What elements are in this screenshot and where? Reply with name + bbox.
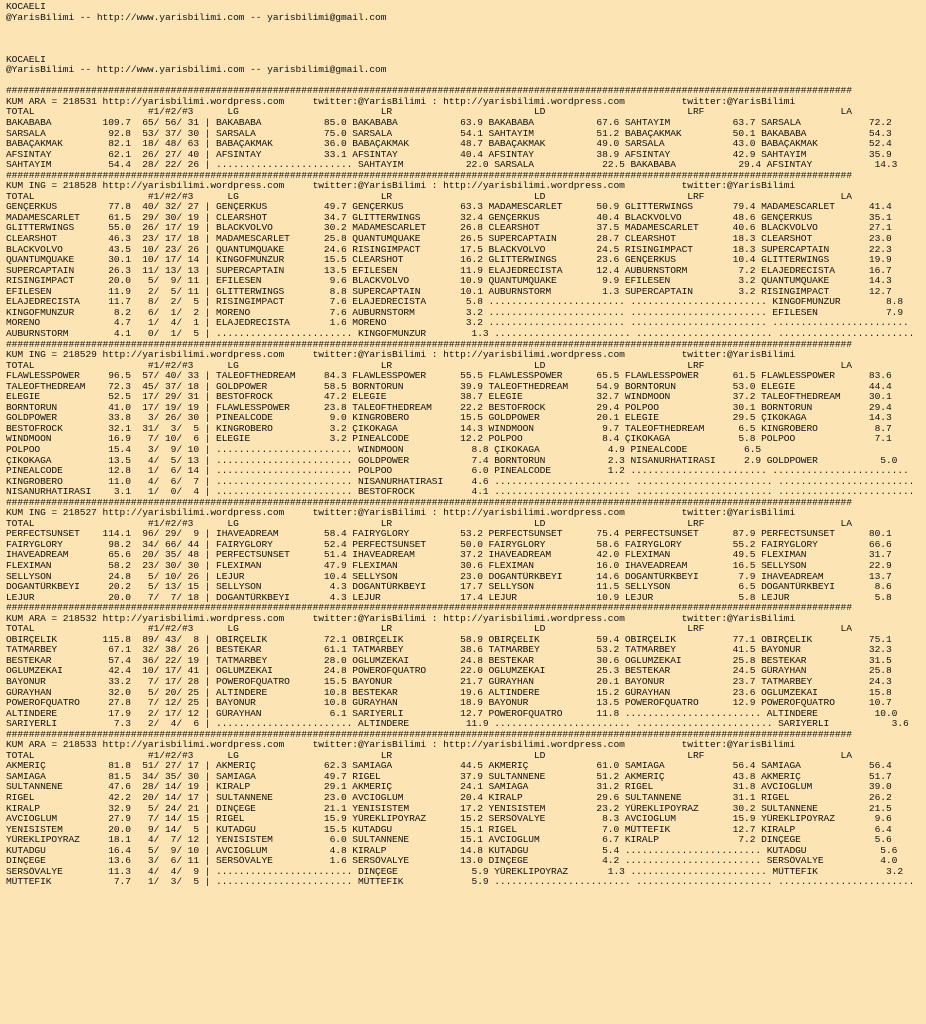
horse-result-row: SAHTAYIM 54.4 28/ 22/ 26 | ........................ SAHTAYIM 22.0 SARSALA 22.5 BAKABABA 29.4 AFSINTAY 14.3 — [6, 160, 898, 171]
race-header: KUM ING = 218527 http://yarisbilimi.wordpress.com twitter:@YarisBilimi : http://yarisbilimi.wordpress.com twitter:@YarisBilimi — [6, 508, 796, 519]
horse-result-row: CLEARSHOT 46.3 23/ 17/ 18 | MADAMESCARLET 25.8 QUANTUMQUAKE 26.5 SUPERCAPTAIN 28.7 CLEARSHOT 18.3 CLEARSHOT 23.0 — [6, 234, 892, 245]
horse-result-row: BAYONUR 33.2 7/ 17/ 28 | POWEROFQUATRO 15.5 BAYONUR 21.7 GÜRAYHAN 20.1 BAYONUR 23.7 TATMARBEY 24.3 — [6, 677, 892, 687]
horse-result-row: KUTADGU 16.4 5/ 9/ 10 | AVCIOGLUM 4.8 KIRALP 14.8 KUTADGU 5.4 ........................ KUTADGU 5.6 — [6, 845, 898, 856]
horse-result-row: LEJUR 20.0 7/ 7/ 18 | DOGANTÜRKBEYI 4.3 LEJUR 17.4 LEJUR 10.9 LEJUR 5.8 LEJUR 5.8 — [6, 592, 892, 603]
race-header: KUM ARA = 218533 http://yarisbilimi.wordpress.com twitter:@YarisBilimi : http://yarisbilimi.wordpress.com twitter:@YarisBilimi — [6, 740, 796, 751]
horse-result-row: ELEGIE 52.5 17/ 29/ 31 | BESTOFROCK 47.2 ELEGIE 38.7 ELEGIE 32.7 WINDMOON 37.2 TALEOFTHEDREAM 30.1 — [6, 392, 892, 403]
column-header-row: TOTAL #1/#2/#3 LG LR LD LRF LA — [6, 624, 852, 635]
horse-result-row: SELLYSON 24.8 5/ 10/ 26 | LEJUR 10.4 SELLYSON 23.0 DOGANTÜRKBEYI 14.6 DOGANTÜRKBEYI 7.9 IHAVEADREAM 13.7 — [6, 571, 892, 582]
horse-result-row: AVCIOGLUM 27.9 7/ 14/ 15 | RIGEL 15.9 YÜREKLIPOYRAZ 15.2 SERSÖVALYE 8.3 AVCIOGLUM 15.9 YÜREKLIPOYRAZ 9.6 — [6, 814, 892, 825]
horse-result-row: KIRALP 32.9 5/ 24/ 21 | DINÇEGE 21.1 YENISISTEM 17.2 YENISISTEM 23.2 YÜREKLIPOYRAZ 30.2 SULTANNENE 21.5 — [6, 803, 892, 814]
horse-result-row: OBIRÇELIK 115.8 89/ 43/ 8 | OBIRÇELIK 72.1 OBIRÇELIK 58.9 OBIRÇELIK 59.4 OBIRÇELIK 77.1 OBIRÇELIK 75.1 — [6, 634, 892, 645]
horse-result-row: AUBURNSTORM 4.1 0/ 1/ 5 | ........................ KINGOFMUNZUR 1.3 ........................ ........................ ........................ — [6, 328, 915, 339]
horse-result-row: BORNTORUN 41.0 17/ 19/ 19 | FLAWLESSPOWER 23.8 TALEOFTHEDREAM 22.2 BESTOFROCK 29.4 POLPOO 30.1 BORNTORUN 29.4 — [6, 402, 892, 413]
horse-result-row: FLAWLESSPOWER 96.5 57/ 40/ 33 | TALEOFTHEDREAM 84.3 FLAWLESSPOWER 55.5 FLAWLESSPOWER 65.5 FLAWLESSPOWER 61.5 FLAWLESSPOWER 83.6 — [6, 371, 892, 382]
horse-result-row: KINGROBERO 11.0 4/ 6/ 7 | ........................ NISANURHATIRASI 4.6 ........................ ........................ ........................ — [6, 476, 915, 487]
horse-result-row: BABAÇAKMAK 82.1 18/ 48/ 63 | BABAÇAKMAK 36.0 BABAÇAKMAK 48.7 BABAÇAKMAK 49.0 SARSALA 43.0 BABAÇAKMAK 52.4 — [6, 139, 892, 150]
horse-result-row: SAMIAGA 81.5 34/ 35/ 30 | SAMIAGA 49.7 RIGEL 37.9 SULTANNENE 51.2 AKMERIÇ 43.8 AKMERIÇ 51.7 — [6, 771, 892, 782]
race-header: KUM ARA = 218531 http://yarisbilimi.wordpress.com twitter:@YarisBilimi : http://yarisbilimi.wordpress.com twitter:@YarisBilimi — [6, 96, 796, 107]
horse-result-row: PERFECTSUNSET 114.1 96/ 29/ 9 | IHAVEADREAM 58.4 FAIRYGLORY 53.2 PERFECTSUNSET 75.4 PERFECTSUNSET 87.9 PERFECTSUNSET 80.1 — [6, 529, 892, 540]
horse-result-row: DOGANTÜRKBEYI 20.2 5/ 13/ 15 | SELLYSON 4.3 DOGANTÜRKBEYI 17.7 SELLYSON 11.5 SELLYSON 6.5 DOGANTÜRKBEYI 8.6 — [6, 582, 892, 593]
horse-result-row: BESTOFROCK 32.1 31/ 3/ 5 | KINGROBERO 3.2 ÇIKOKAGA 14.3 WINDMOON 9.7 TALEOFTHEDREAM 6.5 KINGROBERO 8.7 — [6, 423, 892, 434]
horse-result-row: SULTANNENE 47.6 28/ 14/ 19 | KIRALP 29.1 AKMERIÇ 24.1 SAMIAGA 31.2 RIGEL 31.8 AVCIOGLUM 39.0 — [6, 782, 892, 793]
race-header: KUM ING = 218528 http://yarisbilimi.wordpress.com twitter:@YarisBilimi : http://yarisbilimi.wordpress.com twitter:@YarisBilimi — [6, 181, 796, 192]
horse-result-row: ÇIKOKAGA 13.5 4/ 5/ 13 | ........................ GOLDPOWER 7.4 BORNTORUN 2.3 NISANURHATIRASI 2.9 GOLDPOWER 5.0 — [6, 455, 898, 466]
horse-result-row: DINÇEGE 13.6 3/ 6/ 11 | SERSÖVALYE 1.6 SERSÖVALYE 13.0 DINÇEGE 4.2 ........................ SERSÖVALYE 4.0 — [6, 856, 898, 867]
horse-result-row: YÜREKLIPOYRAZ 18.1 4/ 7/ 12 | YENISISTEM 6.0 SULTANNENE 15.1 AVCIOGLUM 6.7 KIRALP 7.2 DINÇEGE 5.6 — [6, 835, 892, 846]
horse-result-row: GLITTERWINGS 55.0 26/ 17/ 19 | BLACKVOLVO 30.2 MADAMESCARLET 26.8 CLEARSHOT 37.5 MADAMESCARLET 40.6 BLACKVOLVO 27.1 — [6, 223, 892, 234]
column-header-row: TOTAL #1/#2/#3 LG LR LD LRF LA — [6, 191, 852, 202]
column-header-row: TOTAL #1/#2/#3 LG LR LD LRF LA — [6, 750, 852, 761]
horse-result-row: FAIRYGLORY 98.2 34/ 66/ 44 | FAIRYGLORY 52.4 PERFECTSUNSET 50.0 FAIRYGLORY 58.6 FAIRYGLORY 55.2 FAIRYGLORY 66.6 — [6, 539, 892, 550]
horse-result-row: MORENO 4.7 1/ 4/ 1 | ELAJEDRECISTA 1.6 MORENO 3.2 ........................ ........................ ........................ — [6, 318, 909, 329]
site-credits: @YarisBilimi -- http://www.yarisbilimi.com -- yarisbilimi@gmail.com — [6, 12, 387, 23]
horse-result-row: BAKABABA 109.7 65/ 56/ 31 | BAKABABA 85.0 BAKABABA 63.9 BAKABABA 67.6 SAHTAYIM 63.7 SARSALA 72.2 — [6, 118, 892, 129]
horse-result-row: POWEROFQUATRO 27.8 7/ 12/ 25 | BAYONUR 10.8 GÜRAYHAN 18.9 BAYONUR 13.5 POWEROFQUATRO 12.9 POWEROFQUATRO 10.7 — [6, 698, 892, 709]
horse-result-row: RISINGIMPACT 20.0 5/ 9/ 11 | EFILESEN 9.6 BLACKVOLVO 10.9 QUANTUMQUAKE 9.9 EFILESEN 3.2 QUANTUMQUAKE 14.3 — [6, 276, 892, 287]
horse-result-row: MADAMESCARLET 61.5 29/ 30/ 19 | CLEARSHOT 34.7 GLITTERWINGS 32.4 GENÇERKUS 40.4 BLACKVOLVO 48.6 GENÇERKUS 35.1 — [6, 212, 892, 223]
section-separator: ##################################################################################################################################################### — [6, 86, 852, 97]
horse-result-row: NISANURHATIRASI 3.1 1/ 0/ 4 | ........................ BESTOFROCK 4.1 ........................ ........................ ........................ — [6, 487, 915, 498]
race-header: KUM ING = 218529 http://yarisbilimi.wordpress.com twitter:@YarisBilimi : http://yarisbilimi.wordpress.com twitter:@YarisBilimi — [6, 350, 796, 361]
horse-result-row: KINGOFMUNZUR 8.2 6/ 1/ 2 | MORENO 7.6 AUBURNSTORM 3.2 ........................ ........................ EFILESEN 7.9 — [6, 307, 903, 318]
horse-result-row: TALEOFTHEDREAM 72.3 45/ 37/ 18 | GOLDPOWER 58.5 BORNTORUN 39.9 TALEOFTHEDREAM 54.9 BORNTORUN 53.0 ELEGIE 44.4 — [6, 381, 892, 392]
section-separator: ##################################################################################################################################################### — [6, 339, 852, 350]
horse-result-row: ALTINDERE 17.9 2/ 17/ 12 | GÜRAYHAN 6.1 SARIYERLI 12.7 POWEROFQUATRO 11.8 ........................ ALTINDERE 10.0 — [6, 708, 898, 719]
horse-result-row: POLPOO 15.4 3/ 9/ 10 | ........................ WINDMOON 8.8 ÇIKOKAGA 4.9 PINEALCODE 6.5 — [6, 444, 762, 455]
horse-result-row: MÜTTEFIK 7.7 1/ 3/ 5 | ........................ MÜTTEFIK 5.9 ........................ ........................ ........................ — [6, 877, 915, 888]
horse-result-row: EFILESEN 11.9 2/ 5/ 11 | GLITTERWINGS 8.8 SUPERCAPTAIN 10.1 AUBURNSTORM 1.3 SUPERCAPTAIN 3.2 RISINGIMPACT 12.7 — [6, 286, 892, 297]
blank-line — [6, 76, 920, 87]
horse-result-row: WINDMOON 16.9 7/ 10/ 6 | ELEGIE 3.2 PINEALCODE 12.2 POLPOO 8.4 ÇIKOKAGA 5.8 POLPOO 7.1 — [6, 434, 892, 445]
horse-result-row: AKMERIÇ 81.8 51/ 27/ 17 | AKMERIÇ 62.3 SAMIAGA 44.5 AKMERIÇ 61.0 SAMIAGA 56.4 SAMIAGA 56.4 — [6, 761, 892, 772]
city-title: KOCAELI — [6, 2, 46, 12]
column-header-row: TOTAL #1/#2/#3 LG LR LD LRF LA — [6, 518, 852, 529]
horse-result-row: IHAVEADREAM 65.6 20/ 35/ 48 | PERFECTSUNSET 51.4 IHAVEADREAM 37.2 IHAVEADREAM 42.0 FLEXIMAN 49.5 FLEXIMAN 31.7 — [6, 550, 892, 561]
section-separator: ##################################################################################################################################################### — [6, 497, 852, 508]
horse-result-row: PINEALCODE 12.8 1/ 6/ 14 | ........................ POLPOO 6.0 PINEALCODE 1.2 ........................ ........................ — [6, 466, 909, 477]
horse-result-row: AFSINTAY 62.1 26/ 27/ 40 | AFSINTAY 33.1 AFSINTAY 40.4 AFSINTAY 38.9 AFSINTAY 42.9 SAHTAYIM 35.9 — [6, 149, 892, 160]
horse-result-row: BLACKVOLVO 43.5 10/ 23/ 26 | QUANTUMQUAKE 24.6 RISINGIMPACT 17.5 BLACKVOLVO 24.5 RISINGIMPACT 18.3 SUPERCAPTAIN 22.3 — [6, 244, 892, 255]
horse-result-row: YENISISTEM 20.0 9/ 14/ 5 | KUTADGU 15.5 KUTADGU 15.1 RIGEL 7.0 MÜTTEFIK 12.7 KIRALP 6.4 — [6, 824, 892, 835]
horse-result-row: OGLUMZEKAI 42.4 10/ 17/ 41 | OGLUMZEKAI 24.8 POWEROFQUATRO 22.0 OGLUMZEKAI 25.3 BESTEKAR 24.5 GÜRAYHAN 25.8 — [6, 666, 892, 677]
horse-result-row: GÜRAYHAN 32.0 5/ 20/ 25 | ALTINDERE 10.8 BESTEKAR 19.6 ALTINDERE 15.2 GÜRAYHAN 23.6 OGLUMZEKAI 15.8 — [6, 687, 892, 698]
horse-result-row: GOLDPOWER 33.8 3/ 26/ 30 | PINEALCODE 9.0 KINGROBERO 15.5 GOLDPOWER 20.1 ELEGIE 29.5 ÇIKOKAGA 14.3 — [6, 413, 892, 424]
horse-result-row: SUPERCAPTAIN 26.3 11/ 13/ 13 | SUPERCAPTAIN 13.5 EFILESEN 11.9 ELAJEDRECISTA 12.4 AUBURNSTORM 7.2 ELAJEDRECISTA 16.7 — [6, 265, 892, 276]
city-title: KOCAELI — [6, 54, 46, 65]
horse-result-row: RIGEL 42.2 20/ 14/ 17 | SULTANNENE 23.0 AVCIOGLUM 20.4 KIRALP 29.6 SULTANNENE 31.1 RIGEL 26.2 — [6, 793, 892, 804]
section-separator: ##################################################################################################################################################### — [6, 729, 852, 740]
horse-result-row: BESTEKAR 57.4 36/ 22/ 19 | TATMARBEY 28.0 OGLUMZEKAI 24.8 BESTEKAR 30.6 OGLUMZEKAI 25.8 BESTEKAR 31.5 — [6, 655, 892, 666]
horse-result-row: ELAJEDRECISTA 11.7 8/ 2/ 5 | RISINGIMPACT 7.6 ELAJEDRECISTA 5.8 ........................ ........................ KINGOFMUNZUR 8.8 — [6, 297, 903, 308]
horse-result-row: QUANTUMQUAKE 30.1 10/ 17/ 14 | KINGOFMUNZUR 15.5 CLEARSHOT 16.2 GLITTERWINGS 23.6 GENÇERKUS 10.4 GLITTERWINGS 19.9 — [6, 255, 892, 266]
horse-result-row: GENÇERKUS 77.8 40/ 32/ 27 | GENÇERKUS 49.7 GENÇERKUS 63.3 MADAMESCARLET 50.9 GLITTERWINGS 79.4 MADAMESCARLET 41.4 — [6, 202, 892, 213]
column-header-row: TOTAL #1/#2/#3 LG LR LD LRF LA — [6, 107, 852, 118]
section-separator: ##################################################################################################################################################### — [6, 170, 852, 181]
race-header: KUM ARA = 218532 http://yarisbilimi.wordpress.com twitter:@YarisBilimi : http://yarisbilimi.wordpress.com twitter:@YarisBilimi — [6, 613, 796, 624]
section-separator: ##################################################################################################################################################### — [6, 603, 852, 614]
horse-result-row: SARIYERLI 7.3 2/ 4/ 6 | ........................ ALTINDERE 11.9 ........................ ........................ SARIYERLI 3.6 — [6, 719, 909, 730]
horse-result-row: SERSÖVALYE 11.3 4/ 4/ 9 | ........................ DINÇEGE 5.9 YÜREKLIPOYRAZ 1.3 ........................ MÜTTEFIK 3.2 — [6, 866, 903, 877]
site-credits: @YarisBilimi -- http://www.yarisbilimi.com -- yarisbilimi@gmail.com — [6, 65, 387, 76]
column-header-row: TOTAL #1/#2/#3 LG LR LD LRF LA — [6, 360, 852, 371]
horse-result-row: TATMARBEY 67.1 32/ 38/ 26 | BESTEKAR 61.1 TATMARBEY 38.6 TATMARBEY 53.2 TATMARBEY 41.5 BAYONUR 32.3 — [6, 645, 892, 656]
horse-result-row: SARSALA 92.8 53/ 37/ 30 | SARSALA 75.0 SARSALA 54.1 SAHTAYIM 51.2 BABAÇAKMAK 50.1 BAKABABA 54.3 — [6, 128, 892, 139]
blank-line — [6, 34, 920, 45]
blank-line — [6, 23, 920, 34]
blank-line — [6, 44, 920, 55]
horse-result-row: FLEXIMAN 58.2 23/ 30/ 30 | FLEXIMAN 47.9 FLEXIMAN 30.6 FLEXIMAN 16.0 IHAVEADREAM 16.5 SELLYSON 22.9 — [6, 560, 892, 571]
